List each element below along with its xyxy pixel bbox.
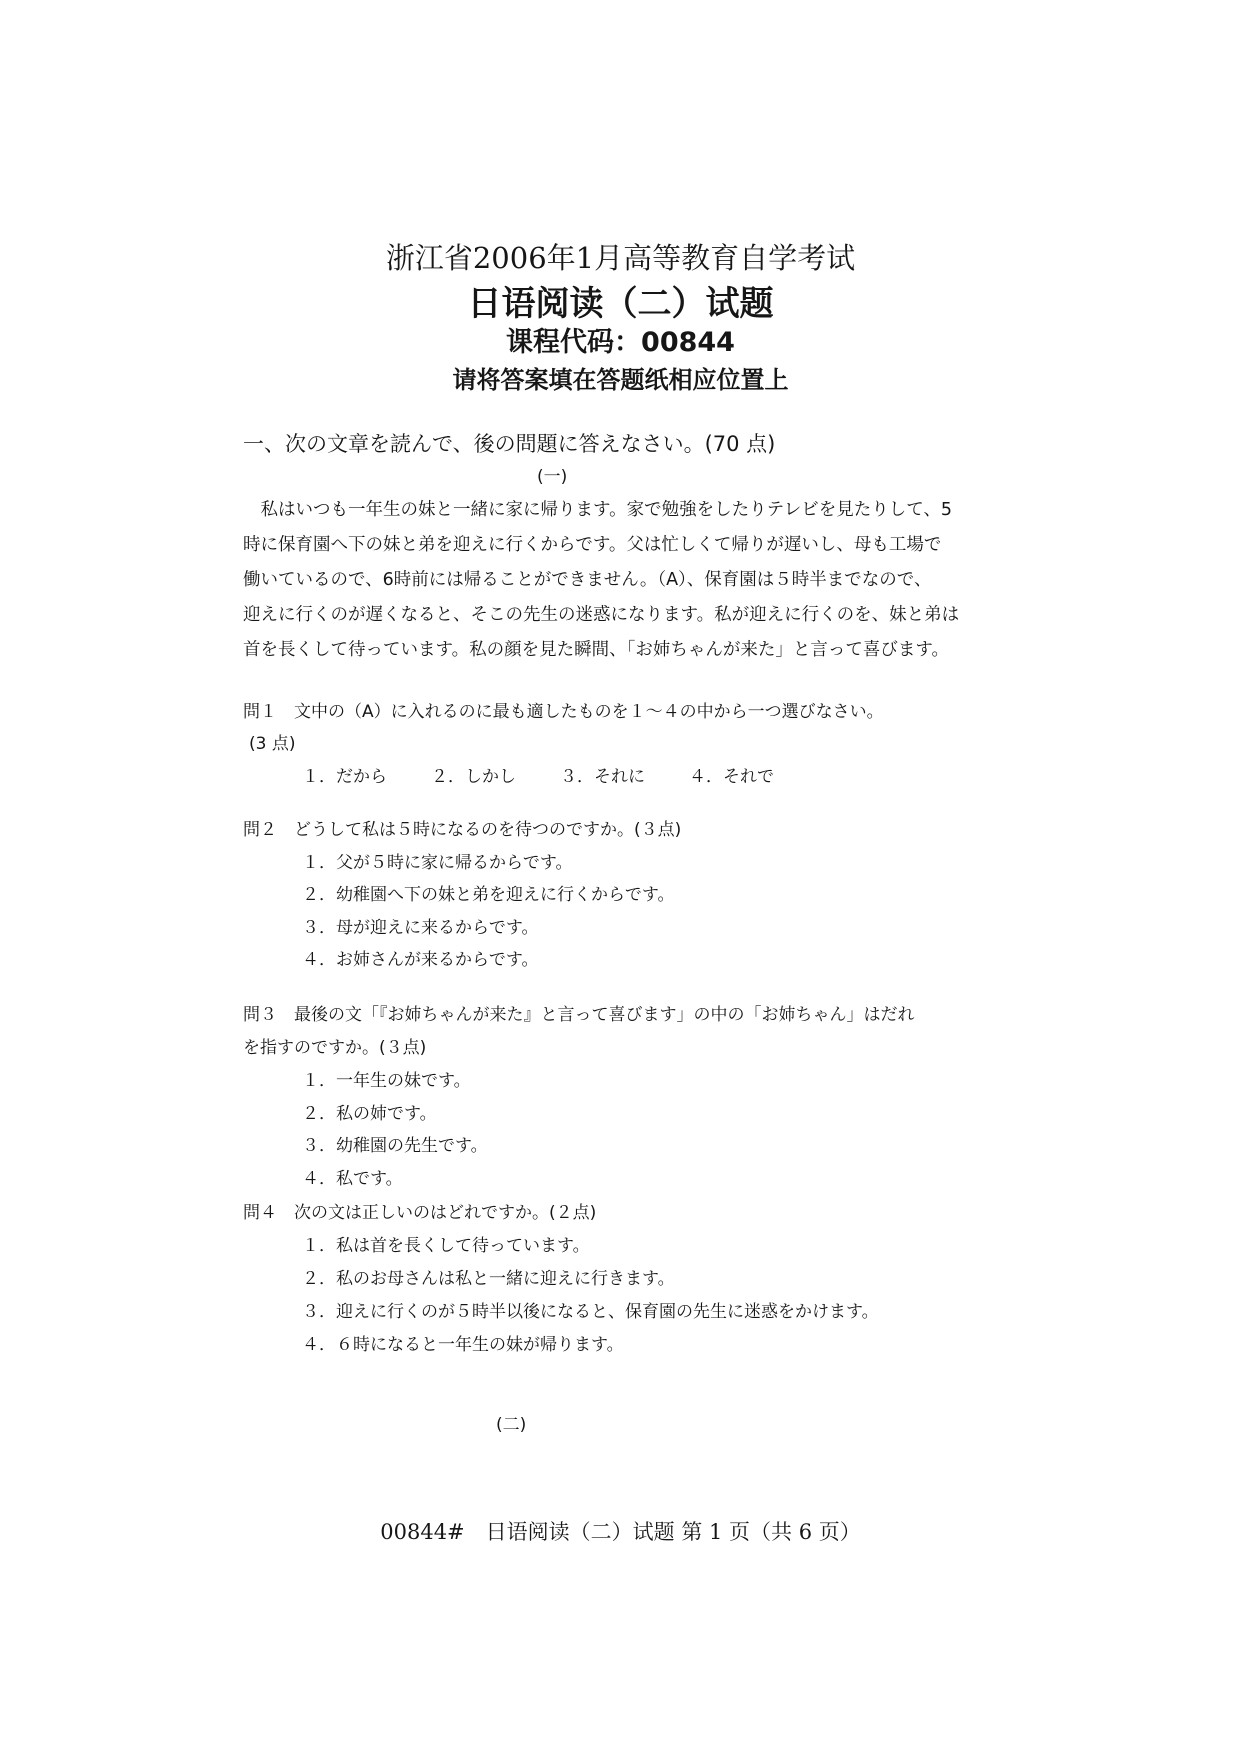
option: ２．私の姉です。	[302, 1104, 437, 1124]
option: １．私は首を長くして待っています。	[302, 1236, 590, 1256]
answer-instruction: 请将答案填在答题纸相应位置上	[452, 366, 789, 394]
question-1-text: 問１ 文中の（A）に入れるのに最も適したものを１～４の中から一つ選びなさい。	[243, 702, 884, 722]
question-3-text: 問３ 最後の文「『お姉ちゃんが来た』と言って喜びます」の中の「お姉ちゃん」はだれ	[243, 1005, 915, 1025]
option: ３．迎えに行くのが５時半以後になると、保育園の先生に迷惑をかけます。	[302, 1302, 879, 1322]
exam-title: 浙江省2006年1月高等教育自学考试	[385, 241, 856, 275]
part-marker-1: (一)	[537, 467, 568, 487]
option: ４．私です。	[302, 1169, 403, 1189]
option: ４．それで	[689, 767, 774, 787]
question-3-text-cont: を指すのですか。(３点)	[243, 1038, 427, 1058]
option: ２．幼稚園へ下の妹と弟を迎えに行くからです。	[302, 885, 675, 905]
passage-line: 迎えに行くのが遅くなると、そこの先生の迷惑になります。私が迎えに行くのを、妹と弟は	[243, 605, 960, 625]
passage-line: 働いているので、6時前には帰ることができません。（A）、保育園は５時半までなので、	[243, 570, 932, 590]
option: １．父が５時に家に帰るからです。	[302, 853, 573, 873]
option: ４．お姉さんが来るからです。	[302, 950, 539, 970]
subject-title: 日语阅读（二）试题	[467, 284, 774, 324]
option: ３．それに	[560, 767, 645, 787]
passage-line: 時に保育園へ下の妹と弟を迎えに行くからです。父は忙しくて帰りが遅いし、母も工場で	[243, 535, 942, 555]
part-marker-2: (二)	[496, 1415, 527, 1435]
reading-passage	[243, 493, 983, 668]
option: １．一年生の妹です。	[302, 1071, 471, 1091]
option: ２．私のお母さんは私と一緒に迎えに行きます。	[302, 1269, 675, 1289]
option: ３．母が迎えに来るからです。	[302, 918, 539, 938]
option: ３．幼稚園の先生です。	[302, 1136, 488, 1156]
passage-line: 首を長くして待っています。私の顔を見た瞬間、「お姉ちゃんが来た」と言って喜びます。	[243, 640, 949, 660]
question-2-text: 問２ どうして私は５時になるのを待つのですか。(３点)	[243, 820, 682, 840]
option: １．だから	[302, 767, 387, 787]
option: ２．しかし	[431, 767, 516, 787]
page-footer: 00844# 日语阅读（二）试题 第 1 页（共 6 页）	[380, 1520, 861, 1544]
section-heading: 一、次の文章を読んで、後の問題に答えなさい。(70 点)	[243, 432, 776, 456]
question-4-text: 問４ 次の文は正しいのはどれですか。(２点)	[243, 1203, 597, 1223]
question-1-points: (3 点)	[249, 734, 296, 754]
question-1-options	[302, 762, 818, 787]
passage-line: 私はいつも一年生の妹と一緒に家に帰ります。家で勉強をしたりテレビを見たりして、5	[243, 500, 953, 520]
course-code: 课程代码：00844	[506, 327, 735, 358]
option: ４．６時になると一年生の妹が帰ります。	[302, 1335, 624, 1355]
